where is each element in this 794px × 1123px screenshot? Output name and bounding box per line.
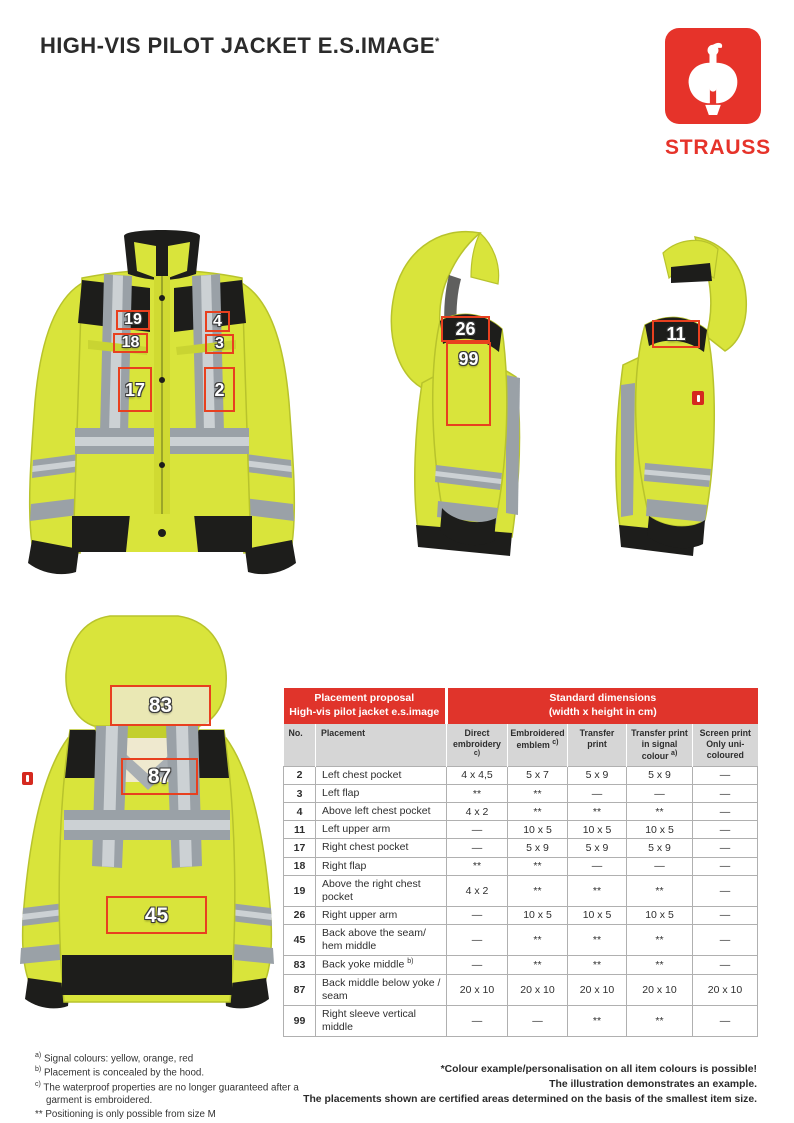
cell-value: 10 x 5: [508, 906, 568, 924]
cell-placement: Above left chest pocket: [316, 803, 447, 821]
cell-value: —: [627, 857, 693, 875]
cell-value: 4 x 4,5: [447, 766, 508, 784]
cell-value: 20 x 10: [447, 974, 508, 1005]
note-line: The placements shown are certified areas determined on the basis of the smallest item size.: [303, 1094, 757, 1106]
strauss-emblem-icon: [22, 772, 33, 785]
ostrich-bird-icon: [674, 37, 752, 115]
cell-value: **: [508, 785, 568, 803]
jacket-front-drawing: [12, 220, 312, 600]
cell-placement: Right upper arm: [316, 906, 447, 924]
header-line: High-vis pilot jacket e.s.image: [289, 706, 440, 718]
table-column-header-row: [284, 724, 758, 766]
cell-value: —: [508, 1006, 568, 1037]
placement-marker-45: [106, 896, 207, 934]
cell-value: 4 x 2: [447, 875, 508, 906]
cell-value: —: [693, 906, 758, 924]
cell-no: 87: [284, 974, 316, 1005]
footnotes: [35, 1051, 313, 1121]
table-row: [284, 925, 758, 956]
placement-marker-11: [652, 320, 700, 348]
cell-no: 18: [284, 857, 316, 875]
table-row: [284, 857, 758, 875]
column-no: No.: [284, 724, 316, 766]
jacket-front-image: [12, 220, 312, 600]
cell-placement: Back middle below yoke / seam: [316, 974, 447, 1005]
cell-value: **: [508, 857, 568, 875]
marker-label: 83: [148, 694, 173, 717]
placement-table: [283, 688, 758, 1037]
header-line: Standard dimensions: [549, 692, 657, 705]
header-line: (width x height in cm): [548, 706, 657, 718]
footnote-asterisks: [35, 1108, 313, 1121]
cell-placement: Left upper arm: [316, 821, 447, 839]
cell-value: —: [447, 821, 508, 839]
marker-label: 4: [213, 312, 222, 330]
table-row: [284, 803, 758, 821]
page-title-text: HIGH-VIS PILOT JACKET E.S.IMAGE: [40, 33, 435, 58]
placement-marker-99: [446, 342, 491, 426]
cell-value: —: [693, 821, 758, 839]
colour-example-notes: [297, 1062, 757, 1107]
footnote-ref: a): [35, 1052, 42, 1059]
cell-value: **: [508, 803, 568, 821]
cell-value: **: [508, 875, 568, 906]
cell-value: —: [447, 925, 508, 956]
marker-label: 99: [458, 349, 479, 369]
column-footnote-ref: c): [473, 749, 481, 757]
table-row: [284, 906, 758, 924]
cell-value: 5 x 9: [568, 766, 627, 784]
marker-label: 87: [147, 765, 172, 788]
column-footnote-ref: c): [552, 738, 559, 746]
cell-value: —: [693, 839, 758, 857]
footnote-ref: c): [35, 1080, 41, 1088]
table-row: [284, 839, 758, 857]
column-footnote-ref: a): [671, 749, 678, 757]
note-line: *Colour example/personalisation on all item colours is possible!: [440, 1064, 757, 1075]
cell-placement: Above the right chest pocket: [316, 875, 447, 906]
cell-value: **: [568, 1006, 627, 1037]
cell-value: —: [693, 1006, 758, 1037]
footnote-ref: b): [35, 1066, 42, 1074]
cell-value: 10 x 5: [627, 821, 693, 839]
cell-value: —: [568, 857, 627, 875]
cell-placement: Right chest pocket: [316, 839, 447, 857]
cell-value: 5 x 9: [627, 766, 693, 784]
cell-placement: Right sleeve vertical middle: [316, 1006, 447, 1037]
cell-value: **: [627, 1006, 693, 1037]
placement-marker-3: [205, 334, 234, 354]
cell-placement: Back above the seam/ hem middle: [316, 925, 447, 956]
cell-value: **: [627, 956, 693, 975]
marker-label: 18: [121, 334, 140, 351]
cell-value: —: [447, 906, 508, 924]
placement-marker-17: [118, 367, 152, 412]
column-placement: Placement: [316, 724, 447, 766]
cell-no: 17: [284, 839, 316, 857]
jacket-back-drawing: [8, 610, 286, 1045]
cell-value: 10 x 5: [627, 906, 693, 924]
table-row: [284, 821, 758, 839]
column-transfer-signal: [627, 724, 693, 766]
table-row: [284, 766, 758, 784]
cell-no: 45: [284, 925, 316, 956]
cell-value: 10 x 5: [568, 821, 627, 839]
cell-value: 5 x 9: [508, 839, 568, 857]
cell-value: **: [568, 925, 627, 956]
placement-marker-18: [113, 333, 148, 353]
cell-value: **: [447, 857, 508, 875]
column-direct-embroidery: [447, 724, 508, 766]
strauss-emblem-icon: [692, 391, 704, 405]
cell-value: **: [627, 925, 693, 956]
column-label: Transfer print in signal colour: [631, 728, 688, 761]
cell-value: —: [693, 925, 758, 956]
placement-marker-19: [116, 310, 150, 330]
footnote-text: The waterproof properties are no longer guaranteed after a garment is embroidered.: [43, 1082, 299, 1107]
cell-value: **: [568, 875, 627, 906]
marker-label: 17: [124, 379, 146, 400]
cell-value: —: [693, 785, 758, 803]
cell-value: **: [627, 803, 693, 821]
header-line: Placement proposal: [314, 692, 415, 705]
cell-placement: [316, 956, 447, 975]
placement-marker-87: [121, 758, 198, 795]
cell-value: 10 x 5: [568, 906, 627, 924]
cell-placement-text: Back yoke middle: [322, 958, 405, 971]
note-line: The illustration demonstrates an example.: [549, 1079, 757, 1091]
cell-value: —: [447, 1006, 508, 1037]
table-row: [284, 956, 758, 975]
page-title: [40, 33, 440, 59]
column-label: Direct embroidery: [453, 728, 501, 749]
cell-placement: Left chest pocket: [316, 766, 447, 784]
jacket-side-image: [575, 225, 770, 570]
column-embroidered-emblem: [508, 724, 568, 766]
marker-label: 19: [124, 311, 142, 328]
cell-value: —: [693, 956, 758, 975]
cell-value: 20 x 10: [693, 974, 758, 1005]
cell-value: —: [447, 839, 508, 857]
marker-label: 3: [215, 335, 224, 352]
jacket-side-drawing: [575, 225, 770, 570]
cell-value: **: [627, 875, 693, 906]
footnote-ref: **: [35, 1108, 43, 1120]
footnote-b: [35, 1065, 313, 1079]
table-row: [284, 974, 758, 1005]
cell-value: **: [568, 956, 627, 975]
placement-marker-83: [110, 685, 211, 726]
cell-no: 11: [284, 821, 316, 839]
cell-no: 4: [284, 803, 316, 821]
cell-value: **: [508, 956, 568, 975]
marker-label: 2: [214, 379, 225, 400]
cell-value: 5 x 9: [568, 839, 627, 857]
jacket-side-hood-image: [360, 225, 550, 570]
strauss-ostrich-icon: [665, 28, 761, 124]
cell-placement: Left flap: [316, 785, 447, 803]
footnote-c: [35, 1080, 313, 1108]
column-label: Embroidered emblem: [510, 728, 565, 750]
cell-no: 19: [284, 875, 316, 906]
table-row: [284, 875, 758, 906]
marker-label: 45: [144, 903, 169, 927]
placement-marker-4: [205, 311, 230, 332]
table-header-placement-proposal: [284, 688, 447, 724]
placement-marker-2: [204, 367, 235, 412]
footnote-a: [35, 1051, 313, 1065]
footnote-text: Signal colours: yellow, orange, red: [43, 1053, 194, 1065]
cell-value: —: [693, 857, 758, 875]
cell-value: **: [447, 785, 508, 803]
marker-label: 11: [666, 324, 686, 344]
table-header-standard-dimensions: [447, 688, 758, 724]
table-row: [284, 785, 758, 803]
cell-value: —: [693, 803, 758, 821]
cell-value: **: [508, 925, 568, 956]
column-label: Transfer print: [579, 728, 615, 749]
cell-no: 3: [284, 785, 316, 803]
cell-value: 5 x 7: [508, 766, 568, 784]
footnote-text: Placement is concealed by the hood.: [43, 1067, 205, 1079]
cell-no: 26: [284, 906, 316, 924]
cell-value: —: [568, 785, 627, 803]
cell-footnote-ref: b): [407, 958, 414, 966]
column-transfer-print: [568, 724, 627, 766]
table-row: [284, 1006, 758, 1037]
footnote-text: Positioning is only possible from size M: [45, 1108, 216, 1120]
title-asterisk: *: [435, 36, 440, 48]
placement-marker-26: [441, 316, 490, 342]
table-main-header-row: [284, 688, 758, 724]
cell-placement: Right flap: [316, 857, 447, 875]
cell-value: **: [568, 803, 627, 821]
cell-value: —: [693, 766, 758, 784]
cell-value: 20 x 10: [568, 974, 627, 1005]
cell-value: 10 x 5: [508, 821, 568, 839]
jacket-back-image: [8, 610, 286, 1045]
cell-no: 2: [284, 766, 316, 784]
brand-logo: [665, 28, 771, 160]
brand-wordmark: STRAUSS: [665, 136, 771, 159]
marker-label: 26: [455, 319, 476, 339]
cell-value: 20 x 10: [627, 974, 693, 1005]
cell-value: 4 x 2: [447, 803, 508, 821]
cell-value: 20 x 10: [508, 974, 568, 1005]
cell-no: 99: [284, 1006, 316, 1037]
column-screen-print: Screen print Only uni-coloured: [693, 724, 758, 766]
cell-no: 83: [284, 956, 316, 975]
cell-value: —: [447, 956, 508, 975]
cell-value: 5 x 9: [627, 839, 693, 857]
cell-value: —: [693, 875, 758, 906]
cell-value: —: [627, 785, 693, 803]
